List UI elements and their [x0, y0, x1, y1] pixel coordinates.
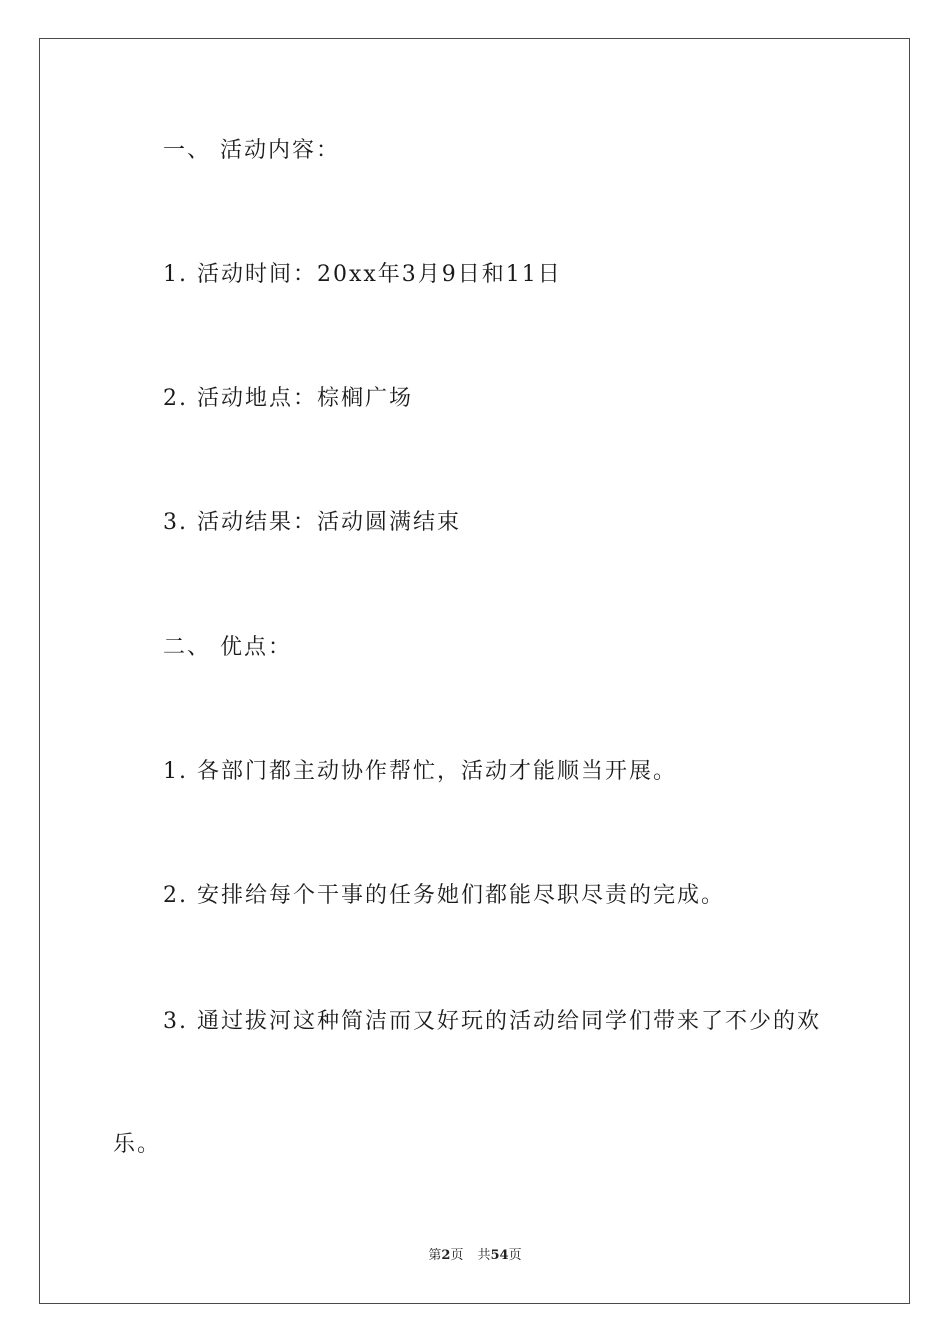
footer-page-suffix: 页 — [450, 1248, 464, 1263]
footer-total-suffix: 页 — [508, 1248, 522, 1263]
content-item-location: 2. 活动地点：棕榈广场 — [163, 386, 413, 411]
section-heading-content: 一、 活动内容： — [163, 138, 340, 163]
footer-total-pages: 54 — [490, 1248, 509, 1263]
footer-page-number: 2 — [441, 1248, 451, 1263]
section-heading-advantages: 二、 优点： — [163, 635, 292, 660]
page-border — [39, 38, 910, 1304]
advantage-item-3: 3. 通过拔河这种简洁而又好玩的活动给同学们带来了不少的欢 — [163, 1009, 821, 1034]
content-item-time: 1. 活动时间：20xx年3月9日和11日 — [163, 262, 562, 287]
advantage-item-3-continuation: 乐。 — [113, 1132, 162, 1157]
advantage-item-1: 1. 各部门都主动协作帮忙，活动才能顺当开展。 — [163, 759, 677, 784]
content-item-result: 3. 活动结果：活动圆满结束 — [163, 510, 461, 535]
advantage-item-2: 2. 安排给每个干事的任务她们都能尽职尽责的完成。 — [163, 883, 725, 908]
footer-page-prefix: 第 — [428, 1248, 442, 1263]
page-footer — [0, 1247, 950, 1265]
footer-total-prefix: 共 — [477, 1248, 491, 1263]
